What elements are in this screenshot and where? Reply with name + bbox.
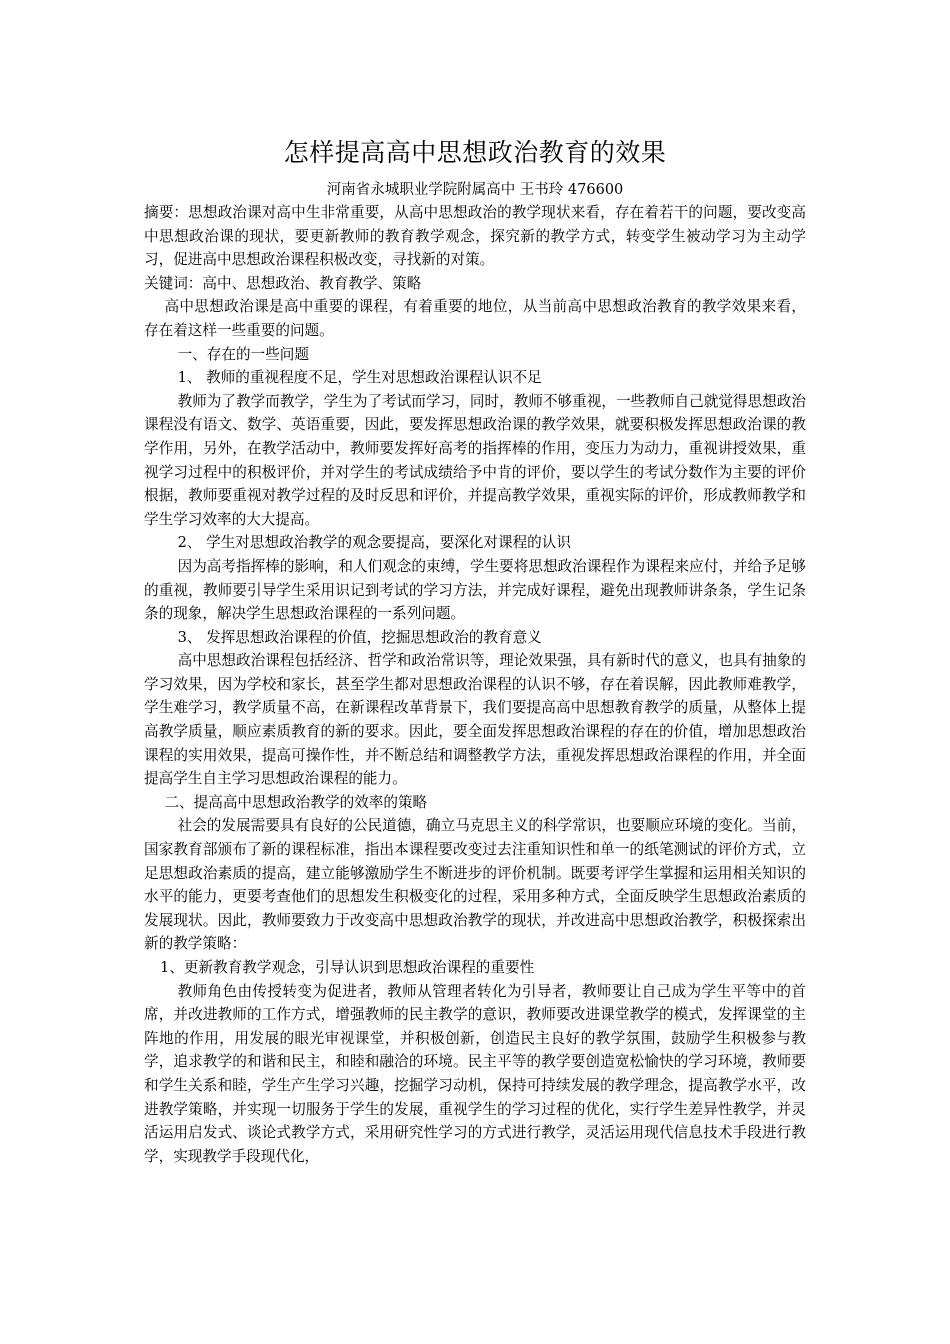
- paragraph: 2、 学生对思想政治教学的观念要提高，要深化对课程的认识: [177, 534, 571, 552]
- paragraph: 3、 发挥思想政治课程的价值，挖掘思想政治的教育意义: [177, 628, 542, 646]
- paragraph: 1、更新教育教学观念，引导认识到思想政治课程的重要性: [160, 959, 535, 976]
- paragraph: 摘要：思想政治课对高中生非常重要，从高中思想政治的教学现状来看，存在着若干的问题，要改变高中思想政治课的现状，要更新教师的教育教学观念，探究新的教学方式，转变学生被动学习为主动学习，促进高中思想政治课程积极改变，寻找新的对策。: [144, 204, 806, 269]
- paragraph: 社会的发展需要具有良好的公民道德，确立马克思主义的科学常识，也要顺应环境的变化。当前，国家教育部颁布了新的课程标准，指出本课程要改变过去注重知识性和单一的纸笔测试的评价方式，立足思想政治素质的提高，建立能够激励学生不断进步的评价机制。既要考评学生掌握和运用相关知识的水平的能力，更要考查他们的思想发生积极变化的过程，采用多种方式，全面反映学生思想政治素质的发展现状。因此，教师要致力于改变高中思想政治教学的现状，并改进高中思想政治教学，积极探索出新的教学策略：: [144, 817, 806, 953]
- paragraph: 一、存在的一些问题: [177, 345, 309, 363]
- paragraph: 关键词：高中、思想政治、教育教学、策略: [144, 274, 422, 292]
- paragraph: 高中思想政治课是高中重要的课程，有着重要的地位，从当前高中思想政治教育的教学效果来看，存在着这样一些重要的问题。: [144, 298, 806, 339]
- paragraph: 1、 教师的重视程度不足，学生对思想政治课程认识不足: [177, 369, 542, 387]
- paragraph: 高中思想政治课程包括经济、哲学和政治常识等，理论效果强，具有新时代的意义，也具有抽象的学习效果，因为学校和家长，甚至学生都对思想政治课程的认识不够，存在着误解，因此教师难教学，学生难学习，教学质量不高，在新课程改革背景下，我们要提高高中思想教育教学的质量，从整体上提高教学质量，顺应素质教育的新的要求。因此，要全面发挥思想政治课程的存在的价值，增加思想政治课程的实用效果，提高可操作性，并不断总结和调整教学方法，重视发挥思想政治课程的作用，并全面提高学生自主学习思想政治课程的能力。: [144, 652, 806, 788]
- document-title: 怎样提高高中思想政治教育的效果: [283, 138, 667, 167]
- paragraph: 教师角色由传授转变为促进者，教师从管理者转化为引导者，教师要让自己成为学生平等中的首席，并改进教师的工作方式，增强教师的民主教学的意识，教师要改进课堂教学的模式，发挥课堂的主阵地的作用，用发展的眼光审视课堂，并积极创新，创造民主良好的教学氛围，鼓励学生积极参与教学，追求教学的和谐和民主，和睦和融洽的环境。民主平等的教学要创造宽松愉快的学习环境，教师要和学生关系和睦，学生产生学习兴趣，挖掘学习动机，保持可持续发展的教学理念，提高教学水平，改进教学策略，并实现一切服务于学生的发展，重视学生的学习过程的优化，实行学生差异性教学，并灵活运用启发式、谈论式教学方式，采用研究性学习的方式进行教学，灵活运用现代信息技术手段进行教学，实现教学手段现代化，: [144, 982, 806, 1165]
- paragraph: 因为高考指挥棒的影响，和人们观念的束缚，学生要将思想政治课程作为课程来应付，并给予足够的重视，教师要引导学生采用识记到考试的学习方法，并完成好课程，避免出现教师讲条条，学生记条条的现象，解决学生思想政治课程的一系列问题。: [144, 557, 806, 623]
- paragraph: 教师为了教学而教学，学生为了考试而学习，同时，教师不够重视，一些教师自己就觉得思想政治课程没有语文、数学、英语重要，因此，要发挥思想政治课的教学效果，就要积极发挥思想政治课的教学作用，另外，在教学活动中，教师要发挥好高考的指挥棒的作用，变压力为动力，重视讲授效果，重视学习过程中的积极评价，并对学生的考试成绩给予中肯的评价，要以学生的考试分数作为主要的评价根据，教师要重视对教学过程的及时反思和评价，并提高教学效果，重视实际的评价，形成教师教学和学生学习效率的大大提高。: [144, 392, 806, 528]
- paragraph: 二、提高高中思想政治教学的效率的策略: [164, 793, 428, 811]
- document-body: [144, 201, 806, 1168]
- author-affiliation: 河南省永城职业学院附属高中 王书玲 476600: [326, 182, 624, 198]
